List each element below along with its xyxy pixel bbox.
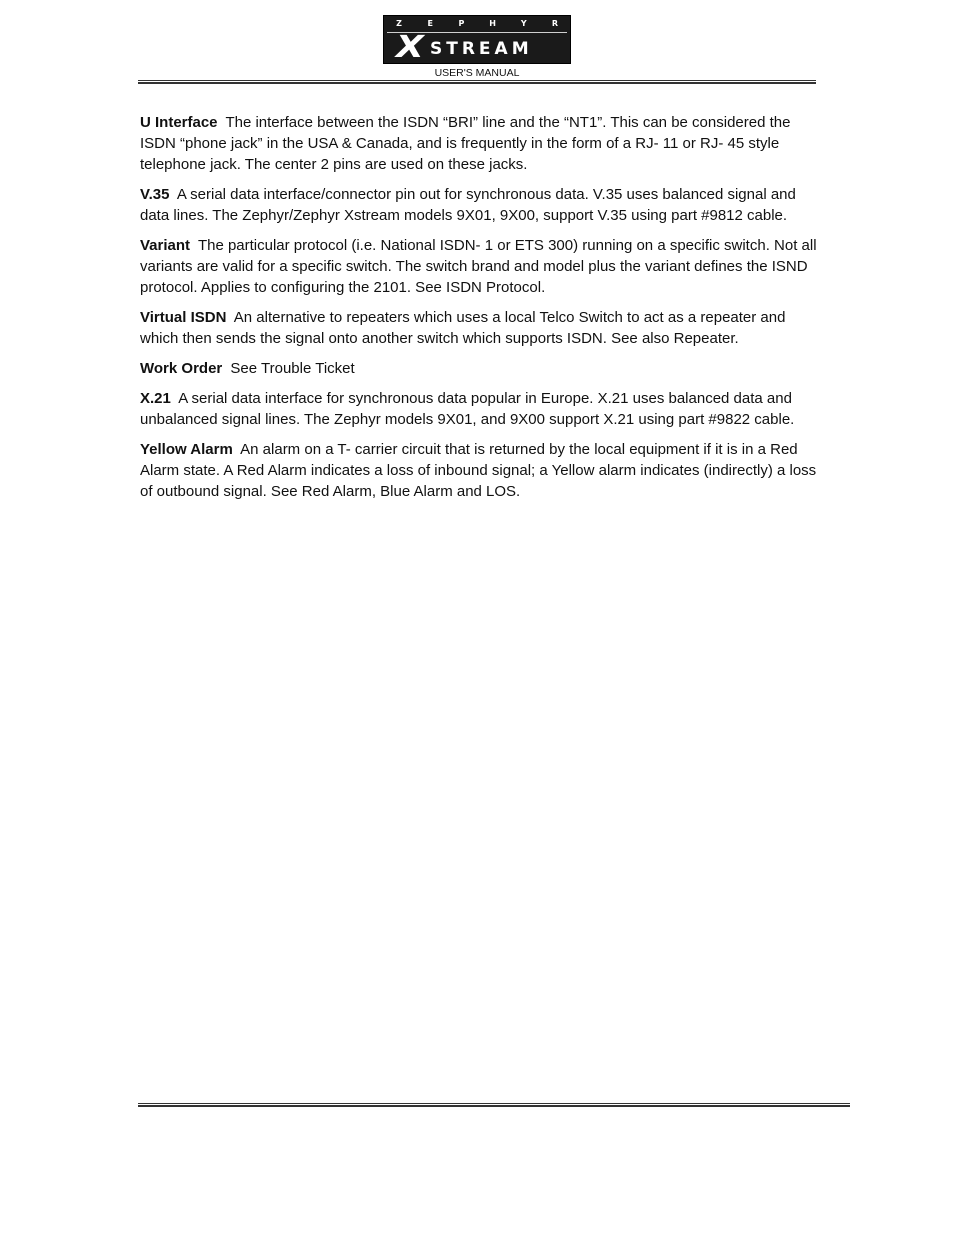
header-rule-bottom bbox=[138, 82, 816, 84]
logo-letter: P bbox=[458, 19, 465, 28]
glossary-definition: The interface between the ISDN “BRI” line and the “NT1”. This can be considered the ISDN “phone jack” in the USA & Canada, and is frequently in the form of a RJ- 11 or RJ- 45 style telephone jack. The center 2 pins are used on these jacks. bbox=[140, 114, 791, 173]
logo-letter: H bbox=[489, 19, 496, 28]
glossary-definition: The particular protocol (i.e. National ISDN- 1 or ETS 300) running on a specific switch. Not all variants are valid for a specific switch. The switch brand and model plus the variant defines the ISND protocol. Applies to configuring the 2101. See ISDN Protocol. bbox=[140, 237, 817, 296]
logo-letter: Z bbox=[396, 19, 402, 28]
glossary-entry bbox=[140, 112, 820, 175]
glossary-entry bbox=[140, 358, 820, 379]
glossary-term: Variant bbox=[140, 237, 191, 254]
glossary-definition: An alarm on a T- carrier circuit that is returned by the local equipment if it is in a Red Alarm state. A Red Alarm indicates a loss of inbound signal; a Yellow alarm indicates (indirectly) a loss of outbound signal. See Red Alarm, Blue Alarm and LOS. bbox=[140, 441, 817, 500]
footer-rule-bottom bbox=[138, 1105, 850, 1107]
manual-subtitle: USER'S MANUAL bbox=[434, 67, 520, 79]
glossary-entry bbox=[140, 307, 820, 349]
glossary-definition: See Trouble Ticket bbox=[230, 360, 355, 377]
glossary-entry bbox=[140, 388, 820, 430]
zephyr-xstream-logo bbox=[383, 15, 571, 64]
logo-x-mark: X bbox=[396, 30, 424, 65]
header-rule-top bbox=[138, 80, 816, 81]
logo-letter: E bbox=[427, 19, 433, 28]
glossary-definition: A serial data interface for synchronous data popular in Europe. X.21 uses balanced data and unbalanced signal lines. The Zephyr models 9X01, and 9X00 support X.21 using part #9822 cable. bbox=[140, 390, 795, 428]
glossary-term: Work Order bbox=[140, 360, 223, 377]
glossary-entry bbox=[140, 235, 820, 298]
glossary-entry bbox=[140, 439, 820, 502]
glossary-term: Virtual ISDN bbox=[140, 309, 227, 326]
glossary-term: Yellow Alarm bbox=[140, 441, 233, 458]
logo-brand-letters bbox=[384, 17, 570, 31]
glossary-entry bbox=[140, 184, 820, 226]
glossary-definition: A serial data interface/connector pin out for synchronous data. V.35 uses balanced signal and data lines. The Zephyr/Zephyr Xstream models 9X01, 9X00, support V.35 using part #9812 cable. bbox=[140, 186, 796, 224]
glossary-term: X.21 bbox=[140, 390, 171, 407]
glossary-term: V.35 bbox=[140, 186, 170, 203]
logo-letter: R bbox=[551, 19, 559, 28]
logo-letter: Y bbox=[520, 19, 527, 28]
glossary-term: U Interface bbox=[140, 114, 218, 131]
logo-wordmark bbox=[396, 30, 566, 65]
footer-rule-top bbox=[138, 1103, 850, 1104]
glossary-definition: An alternative to repeaters which uses a local Telco Switch to act as a repeater and which then sends the signal onto another switch which supports ISDN. See also Repeater. bbox=[140, 309, 786, 347]
glossary-content bbox=[140, 112, 820, 511]
logo-word: STREAM bbox=[430, 39, 533, 59]
